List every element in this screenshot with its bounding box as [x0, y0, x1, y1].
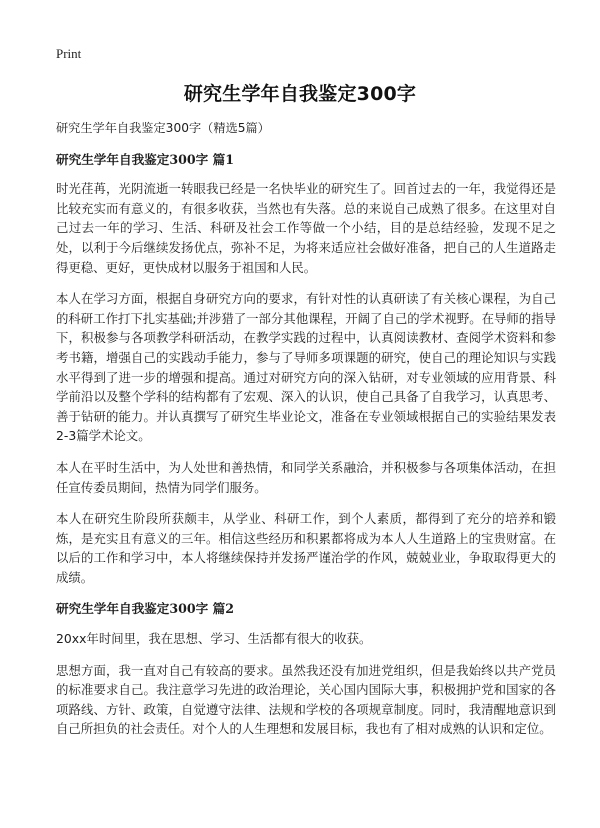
- paragraph: 思想方面，我一直对自己有较高的要求。虽然我还没有加进党组织，但是我始终以共产党员的标准要求自己。我注意学习先进的政治理论，关心国内国际大事，积极拥护党和国家的各项路线、方针、政策，自觉遵守法律、法规和学校的各项规章制度。同时，我清醒地意识到自己所担负的社会责任。对个人的人生理想和发展目标，我也有了相对成熟的认识和定位。: [56, 662, 556, 737]
- section-heading: 研究生学年自我鉴定300字 篇1: [56, 151, 234, 167]
- paragraph: 本人在平时生活中，为人处世和善热情，和同学关系融洽，并积极参与各项集体活动，在担任宣传委员期间，热情为同学们服务。: [56, 459, 556, 495]
- paragraph: 本人在研究生阶段所获颇丰，从学业、科研工作，到个人素质，都得到了充分的培养和锻炼，是充实且有意义的三年。相信这些经历和积累都将成为本人人生道路上的宝贵财富。在以后的工作和学习中，本人将继续保持并发扬严谨治学的作风，兢兢业业，争取取得更大的成绩。: [56, 511, 556, 585]
- print-label: Print: [56, 46, 82, 61]
- paragraph: 20xx年时间里，我在思想、学习、生活都有很大的收获。: [56, 631, 372, 647]
- document-subtitle: 研究生学年自我鉴定300字（精选5篇）: [56, 121, 270, 135]
- document-body: [56, 119, 556, 751]
- section-2: [56, 599, 556, 739]
- section-1: [56, 150, 556, 588]
- page-title: 研究生学年自我鉴定300字: [183, 83, 417, 105]
- paragraph: 时光荏苒，光阴流逝一转眼我已经是一名快毕业的研究生了。回首过去的一年，我觉得还是比较充实而有意义的，有很多收获，当然也有失落。总的来说自己成熟了很多。在这里对自己过去一年的学习、生活、科研及社会工作等做一个小结，目的是总结经验，发现不足之处，以利于今后继续发扬优点，弥补不足，为将来适应社会做好准备，把自己的人生道路走得更稳、更好，更快成材以服务于祖国和人民。: [56, 181, 556, 275]
- paragraph: 本人在学习方面，根据自身研究方向的要求，有针对性的认真研读了有关核心课程，为自己的科研工作打下扎实基础;并涉猎了一部分其他课程，开阔了自己的学术视野。在导师的指导下，积极参与各项教学科研活动，在教学实践的过程中，认真阅读教材、查阅学术资料和参考书籍，增强自己的实践动手能力，参与了导师多项课题的研究，使自己的理论知识与实践水平得到了进一步的增强和提高。通过对研究方向的深入钻研，对专业领域的应用背景、科学前沿以及整个学科的结构都有了宏观、深入的认识，使自己具备了自我学习，认真思考、善于钻研的能力。并认真撰写了研究生毕业论文，准备在专业领域根据自己的实验结果发表2-3篇学术论文。: [56, 291, 556, 444]
- section-heading: 研究生学年自我鉴定300字 篇2: [56, 601, 234, 617]
